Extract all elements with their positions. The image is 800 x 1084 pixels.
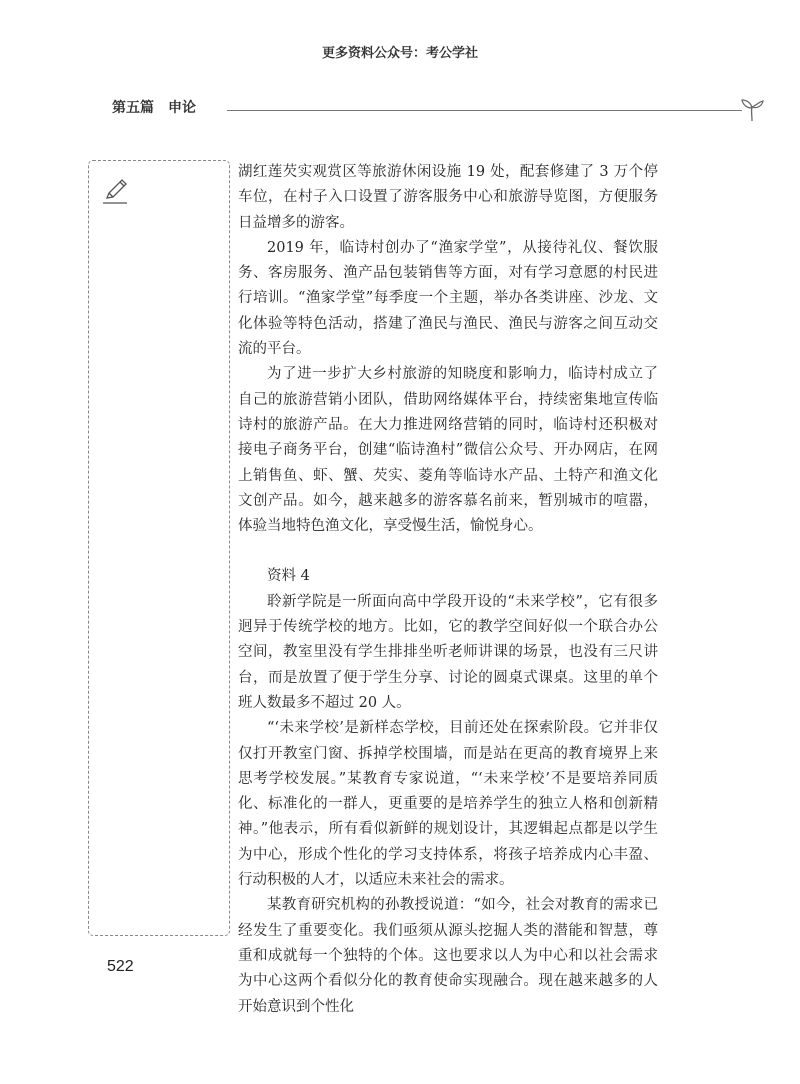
paragraph: 为了进一步扩大乡村旅游的知晓度和影响力，临诗村成立了自己的旅游营销小团队，借助网络媒体平台，持续密集地宣传临诗村的旅游产品。在大力推进网络营销的同时，临诗村还积极对接电子商务平台，创建“临诗渔村”微信公众号、开办网店，在网上销售鱼、虾、蟹、芡实、菱角等临诗水产品、土特产和渔文化文创产品。如今，越来越多的游客慕名前来，暂别城市的喧嚣，体验当地特色渔文化，享受慢生活，愉悦身心。: [238, 366, 658, 535]
top-banner: 更多资料公众号：考公学社: [321, 46, 478, 61]
material-heading: 资料 4: [267, 568, 310, 585]
paragraph: “‘未来学校’是新样态学校，目前还处在探索阶段。它并非仅仅打开教室门窗、拆掉学校围墙，而是站在更高的教育境界上来思考学校发展。”某教育专家说道，“‘未来学校’不是要培养同质化、标准化的一群人，更重要的是培养学生的独立人格和创新精神。”他表示，所有看似新鲜的规划设计，其逻辑起点都是以学生为中心，形成个性化的学习支持体系，将孩子培养成内心丰盈、行动积极的人才，以适应未来社会的需求。: [238, 720, 658, 889]
paragraph: 某教育研究机构的孙教授说道：“如今，社会对教育的需求已经发生了重要变化。我们亟须从源头挖掘人类的潜能和智慧，尊重和成就每一个独特的个体。这也要求以人为中心和以社会需求为中心这两个看似分化的教育使命实现融合。现在越来越多的人开始意识到个性化: [238, 897, 658, 1015]
paragraph: 2019 年，临诗村创办了“渔家学堂”，从接待礼仪、餐饮服务、客房服务、渔产品包装销售等方面，对有学习意愿的村民进行培训。“渔家学堂”每季度一个主题，举办各类讲座、沙龙、文化体验等特色活动，搭建了渔民与渔民、渔民与游客之间互动交流的平台。: [238, 239, 658, 358]
main-text: [238, 160, 658, 1020]
paragraph-continued: 湖红莲芡实观赏区等旅游休闲设施 19 处，配套修建了 3 万个停车位，在村子入口设置了游客服务中心和旅游导览图，方便服务日益增多的游客。: [238, 164, 658, 231]
sprout-icon: [737, 97, 767, 123]
notes-margin-box: [88, 160, 230, 936]
pencil-icon: [100, 176, 132, 206]
page-number: 522: [107, 958, 134, 975]
section-spacer: [238, 539, 658, 564]
header-divider: [227, 110, 742, 111]
section-title: 第五篇 申论: [112, 100, 196, 116]
paragraph: 聆新学院是一所面向高中学段开设的“未来学校”，它有很多迥异于传统学校的地方。比如，它的教学空间好似一个联合办公空间，教室里没有学生排排坐听老师讲课的场景，也没有三尺讲台，而是放置了便于学生分享、讨论的圆桌式课桌。这里的单个班人数最多不超过 20 人。: [238, 593, 658, 711]
section-header: [112, 96, 672, 126]
